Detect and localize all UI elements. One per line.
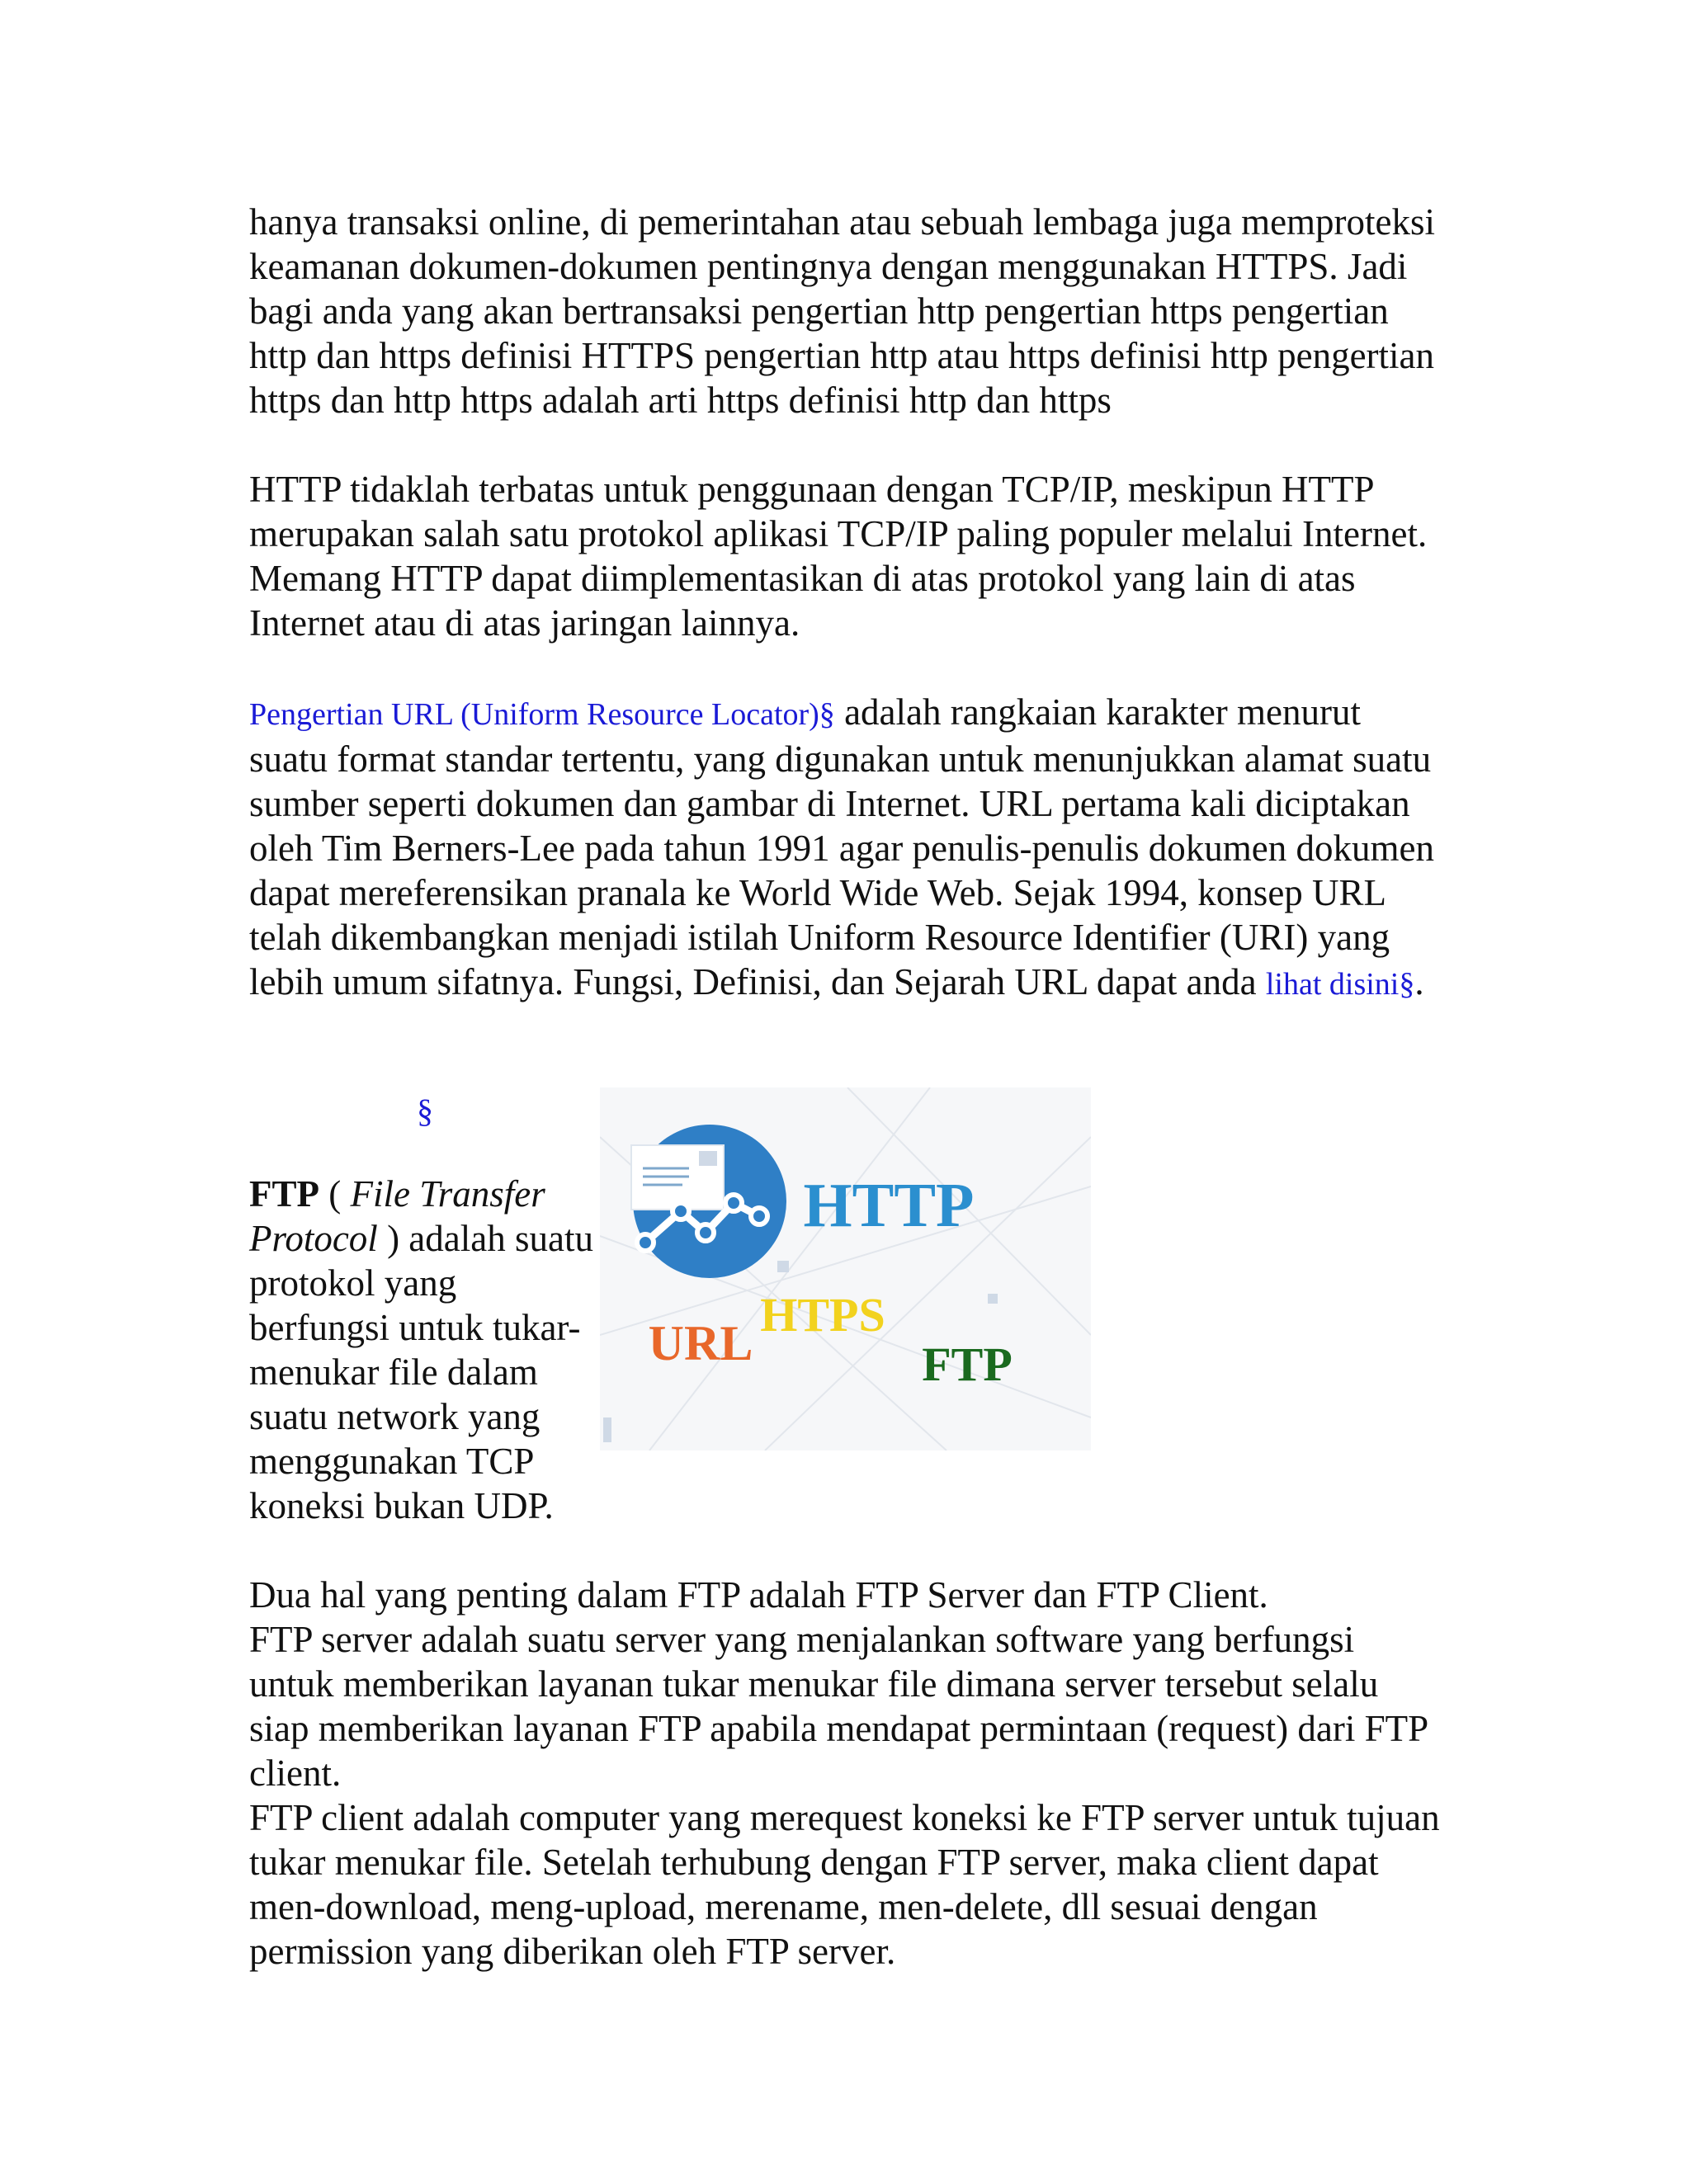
ftp-definition-text: ) adalah suatu protokol yang berfungsi untuk tukar-menukar file dalam suatu network yang menggunakan TCP koneksi bukan UDP. xyxy=(249,1218,593,1526)
paragraph-ftp-client: FTP client adalah computer yang merequest koneksi ke FTP server untuk tujuan tukar menukar file. Setelah terhubung dengan FTP server, maka client dapat men-download, meng-upload, merename, men-delete, dll sesuai dengan permission yang diberikan oleh FTP server. xyxy=(249,1797,1440,1972)
url-paragraph-text: adalah rangkaian karakter menurut suatu format standar tertentu, yang digunakan untuk menunjukkan alamat suatu sumber seperti dokumen dan gambar di Internet. URL pertama kali diciptakan oleh Tim Berners-Lee pada tahun 1991 agar penulis-penulis dokumen dokumen dapat mereferensikan pranala ke World Wide Web. Sejak 1994, konsep URL telah dikembangkan menjadi istilah Uniform Resource Identifier (URI) yang lebih umum sifatnya. Fungsi, Definisi, dan Sejarah URL dapat anda xyxy=(249,691,1434,1002)
protocols-illustration xyxy=(600,1087,1091,1450)
section-anchor-link[interactable]: § xyxy=(417,1092,433,1130)
label-url: URL xyxy=(648,1316,753,1370)
document-body xyxy=(249,200,1446,1007)
paragraph-ftp-server-client: Dua hal yang penting dalam FTP adalah FTP Server dan FTP Client. xyxy=(249,1574,1268,1616)
url-definition-link[interactable]: Pengertian URL (Uniform Resource Locator)§ xyxy=(249,697,835,732)
paragraph-http-tcp: HTTP tidaklah terbatas untuk penggunaan dengan TCP/IP, meskipun HTTP merupakan salah satu protokol aplikasi TCP/IP paling populer melalui Internet. Memang HTTP dapat diimplementasikan di atas protokol yang lain di atas Internet atau di atas jaringan lainnya. xyxy=(249,469,1428,644)
paragraph-ftp-definition xyxy=(249,1172,596,1528)
document-icon xyxy=(631,1145,724,1210)
ftp-open-paren: ( xyxy=(319,1173,351,1215)
label-http: HTTP xyxy=(803,1171,975,1240)
url-paragraph-end: . xyxy=(1414,961,1424,1002)
see-here-link[interactable]: lihat disini§ xyxy=(1265,967,1415,1002)
label-ftp: FTP xyxy=(922,1337,1013,1391)
ftp-expansion: File Transfer Protocol xyxy=(249,1173,545,1259)
paragraph-url xyxy=(249,690,1446,1007)
ftp-details xyxy=(249,1573,1446,1974)
paragraph-https: hanya transaksi online, di pemerintahan atau sebuah lembaga juga memproteksi keamanan dokumen-dokumen pentingnya dengan menggunakan HTTPS. Jadi bagi anda yang akan bertransaksi pengertian http pengertian https pengertian http dan https definisi HTTPS pengertian http atau https definisi http pengertian https dan http https adalah arti https definisi http dan https xyxy=(249,201,1436,421)
label-https: HTPS xyxy=(760,1288,885,1342)
paragraph-ftp-server: FTP server adalah suatu server yang menjalankan software yang berfungsi untuk memberikan layanan tukar menukar file dimana server tersebut selalu siap memberikan layanan FTP apabila mendapat permintaan (request) dari FTP client. xyxy=(249,1619,1428,1794)
ftp-term: FTP xyxy=(249,1173,319,1215)
